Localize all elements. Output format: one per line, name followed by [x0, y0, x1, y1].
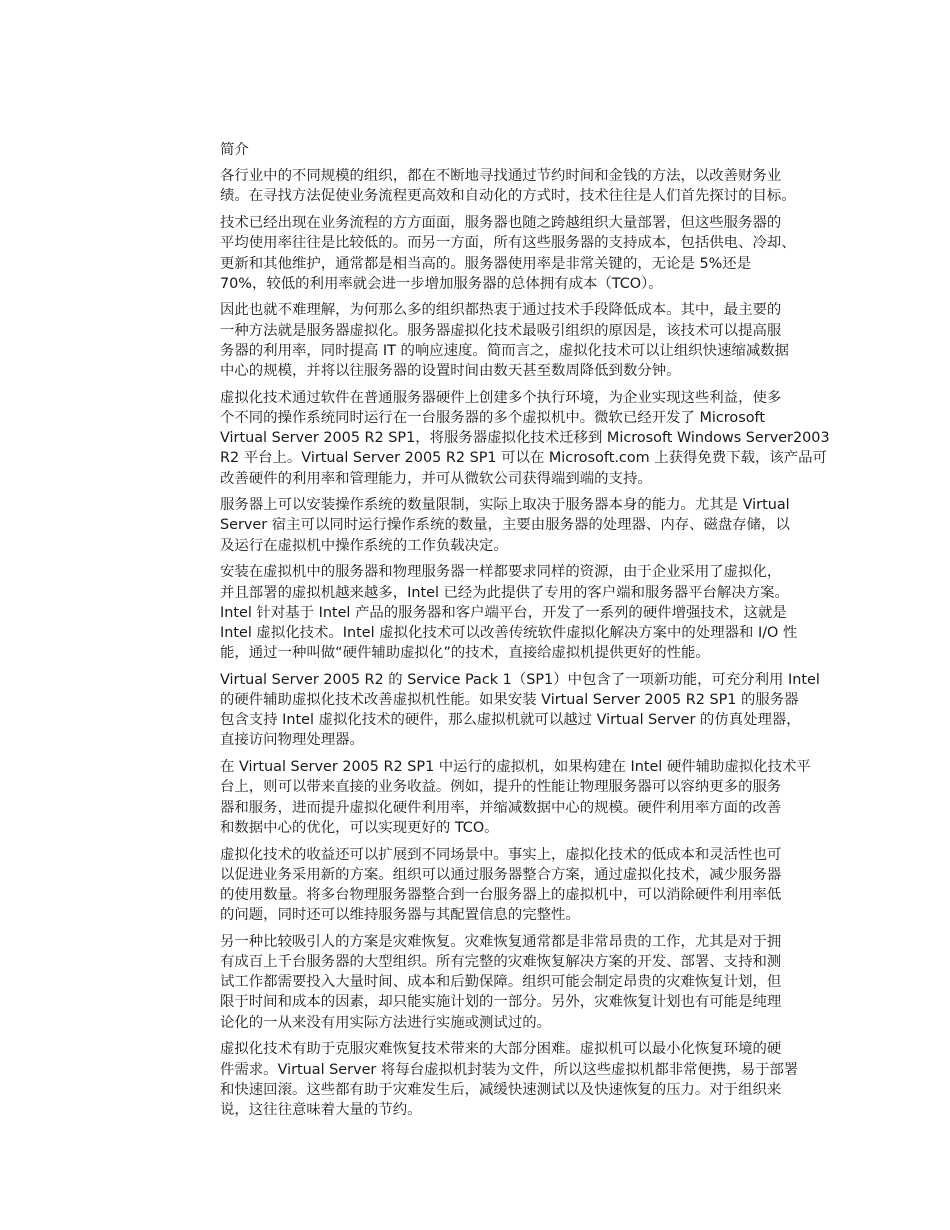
paragraph-dr-virtualization: 虚拟化技术有助于克服灾难恢复技术带来的大部分困难。虚拟机可以最小化恢复环境的硬 件需求。Virtual Server 将每台虚拟机封装为文件，所以这些虚拟机都非常便携，易于部署 和快速回滚。这些都有助于灾难发生后，减缓快速测试以及快速恢复的压力。对于组织来 说，这往往意味着大量的节约。: [220, 1041, 799, 1118]
paragraph-business-benefits: 在 Virtual Server 2005 R2 SP1 中运行的虚拟机，如果构建在 Intel 硬件辅助虚拟化技术平 台上，则可以带来直接的业务收益。例如，提升的性能让物理服务器可以容纳更多的服务 器和服务，进而提升虚拟化硬件利用率，并缩减数据中心的规模。硬件利用率方面的改善 和数据中心的优化，可以实现更好的 TCO。: [220, 759, 811, 836]
paragraph-intel-vt: 安装在虚拟机中的服务器和物理服务器一样都要求同样的资源，由于企业采用了虚拟化， 并且部署的虚拟机越来越多，Intel 已经为此提供了专用的客户端和服务器平台解决方案。 Intel 针对基于 Intel 产品的服务器和客户端平台，开发了一系列的硬件增强技术，这就是 Intel 虚拟化技术。Intel 虚拟化技术可以改善传统软件虚拟化解决方案中的处理器和 I/O 性 能，通过一种叫做“硬件辅助虚拟化”的技术，直接给虚拟机提供更好的性能。: [220, 564, 798, 662]
document-body: [220, 140, 862, 1127]
paragraph-os-limits: 服务器上可以安装操作系统的数量限制，实际上取决于服务器本身的能力。尤其是 Virtual Server 宿主可以同时运行操作系统的数量，主要由服务器的处理器、内存、磁盘存储，以 及运行在虚拟机中操作系统的工作负载决定。: [220, 497, 790, 554]
paragraph-disaster-recovery: 另一种比较吸引人的方案是灾难恢复。灾难恢复通常都是非常昂贵的工作，尤其是对于拥 有成百上千台服务器的大型组织。所有完整的灾难恢复解决方案的开发、部署、支持和测 试工作都需要投入大量时间、成本和后勤保障。组织可能会制定昂贵的灾难恢复计划，但 限于时间和成本的因素，却只能实施计划的一部分。另外，灾难恢复计划也有可能是纯理 论化的一从来没有用实际方法进行实施或测试过的。: [220, 933, 782, 1031]
paragraph-virtual-server-overview: 虚拟化技术通过软件在普通服务器硬件上创建多个执行环境，为企业实现这些利益，使多 个不同的操作系统同时运行在一台服务器的多个虚拟机中。微软已经开发了 Microsoft Virtual Server 2005 R2 SP1，将服务器虚拟化技术迁移到 Microsoft Windows Server2003 R2 平台上。Virtual Server 2005 R2 SP1 可以在 Microsoft.com 上获得免费下载，该产品可 改善硬件的利用率和管理能力，并可从微软公司获得端到端的支持。: [220, 389, 830, 487]
paragraph-cost-reduction: 因此也就不难理解，为何那么多的组织都热衷于通过技术手段降低成本。其中，最主要的 一种方法就是服务器虚拟化。服务器虚拟化技术最吸引组织的原因是，该技术可以提高服 务器的利用率，同时提高 IT 的响应速度。简而言之，虚拟化技术可以让组织快速缩减数据 中心的规模，并将以往服务器的设置时间由数天甚至数周降低到数分钟。: [220, 302, 790, 380]
document-title: 简介: [220, 142, 249, 158]
paragraph-sp1-feature: Virtual Server 2005 R2 的 Service Pack 1（SP1）中包含了一项新功能，可充分利用 Intel 的硬件辅助虚拟化技术改善虚拟机性能。如果安装 Virtual Server 2005 R2 SP1 的服务器 包含支持 Intel 虚拟化技术的硬件，那么虚拟机就可以越过 Virtual Server 的仿真处理器， 直接访问物理处理器。: [220, 671, 820, 749]
paragraph-server-utilization: 技术已经出现在业务流程的方方面面，服务器也随之跨越组织大量部署，但这些服务器的 平均使用率往往是比较低的。而另一方面，所有这些服务器的支持成本，包括供电、冷却、 更新和其他维护，通常都是相当高的。服务器使用率是非常关键的，无论是 5%还是 70%，较低的利用率就会进一步增加服务器的总体拥有成本（TCO）。: [220, 215, 796, 292]
paragraph-consolidation: 虚拟化技术的收益还可以扩展到不同场景中。事实上，虚拟化技术的低成本和灵活性也可 以促进业务采用新的方案。组织可以通过服务器整合方案，通过虚拟化技术，减少服务器 的使用数量。将多台物理服务器整合到一台服务器上的虚拟机中，可以消除硬件利用率低 的问题，同时还可以维持服务器与其配置信息的完整性。: [220, 846, 782, 924]
paragraph-intro: 各行业中的不同规模的组织，都在不断地寻找通过节约时间和金钱的方法，以改善财务业 绩。在寻找方法促使业务流程更高效和自动化的方式时，技术往往是人们首先探讨的目标。: [220, 168, 796, 205]
